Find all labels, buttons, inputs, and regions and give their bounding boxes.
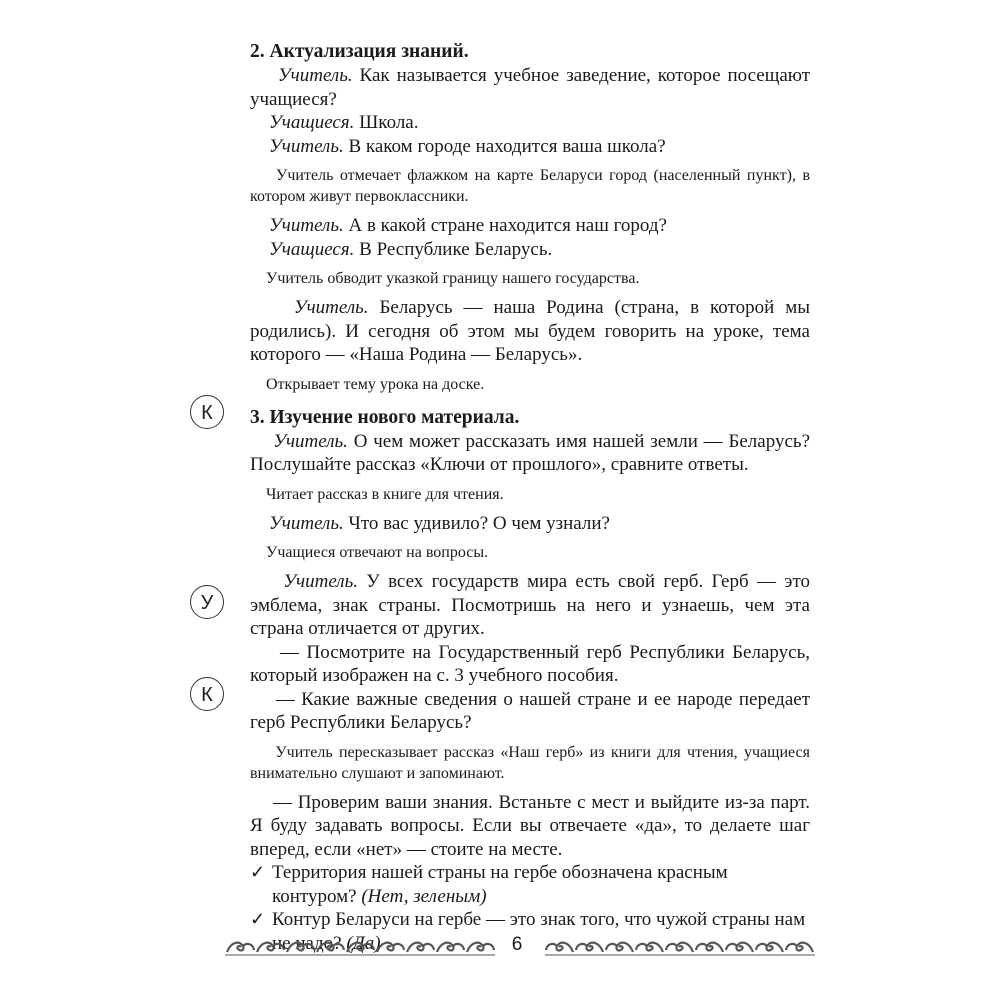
question: Территория нашей страны на гербе обозначена красным контуром?: [272, 862, 728, 907]
question-text: [272, 861, 810, 908]
right-ornament-icon: [545, 936, 815, 958]
badge-u-icon: У: [190, 585, 224, 619]
checkmark-icon: ✓: [250, 909, 266, 929]
stage-direction: [250, 542, 810, 563]
stage-direction: [250, 374, 810, 395]
line-text: — Посмотрите на Государственный герб Республики Беларусь, который изображен на с. 3 учебного пособия.: [250, 641, 810, 686]
line-text: Беларусь — наша Родина (страна, в которой мы родились). И сегодня об этом мы будем говорить на уроке, тема которого — «Наша Родина — Беларусь».: [250, 297, 810, 365]
stage-direction: [250, 484, 810, 505]
speaker: Учитель.: [269, 215, 344, 236]
speaker: Учитель.: [273, 430, 348, 452]
checklist-item: [250, 861, 810, 908]
dialogue-line: [250, 688, 810, 735]
main-text: [250, 40, 810, 955]
speaker: Учитель.: [293, 297, 369, 318]
question: Контур Беларуси на гербе — это знак того, что чужой страны нам: [272, 909, 806, 930]
left-ornament-icon: [225, 936, 495, 958]
line-text: — Какие важные сведения о нашей стране и ее народе передает герб Республики Беларусь?: [250, 688, 811, 733]
dialogue-line: [250, 570, 810, 641]
dialogue-line: [250, 214, 810, 238]
section-3-heading: 3. Изучение нового материала.: [250, 406, 520, 428]
note-text: Читает рассказ в книге для чтения.: [266, 485, 504, 503]
line-text: А в какой стране находится наш город?: [343, 215, 667, 236]
stage-direction: [250, 165, 810, 207]
answer: (Нет, зеленым): [361, 885, 487, 907]
speaker: Учитель.: [269, 512, 344, 534]
badge-k-icon: К: [190, 677, 224, 711]
speaker: Учитель.: [283, 571, 358, 592]
dialogue-line: [250, 512, 810, 536]
line-text: В каком городе находится ваша школа?: [343, 135, 666, 157]
note-text: Учащиеся отвечают на вопросы.: [266, 544, 489, 561]
stage-direction: [250, 742, 810, 784]
line-text: Школа.: [354, 112, 419, 133]
note-text: Учитель обводит указкой границу нашего государства.: [266, 270, 640, 287]
checkmark-icon: ✓: [250, 862, 266, 882]
note-text: Открывает тему урока на доске.: [266, 375, 485, 393]
note-text: Учитель пересказывает рассказ «Наш герб» из книги для чтения, учащиеся внимательно слушают и запоминают.: [250, 743, 811, 782]
speaker: Учащиеся.: [269, 112, 355, 133]
dialogue-line: [250, 791, 810, 862]
line-text: В Республике Беларусь.: [354, 238, 553, 260]
stage-direction: [250, 268, 810, 289]
line-text: Как называется учебное заведение, которое посещают учащиеся?: [250, 65, 811, 110]
dialogue-line: [250, 430, 810, 477]
speaker: Учитель.: [269, 135, 344, 157]
line-text: О чем может рассказать имя нашей земли — Беларусь? Послушайте рассказ «Ключи от прошлого», сравните ответы.: [250, 430, 811, 475]
page-footer: [0, 928, 1000, 968]
dialogue-line: [250, 641, 810, 688]
line-text: Что вас удивило? О чем узнали?: [343, 512, 610, 534]
dialogue-line: [250, 296, 810, 367]
dialogue-line: [250, 111, 810, 135]
speaker: Учащиеся.: [269, 238, 355, 260]
page-number: 6: [511, 934, 523, 955]
dialogue-line: [250, 64, 810, 111]
badge-k-icon: К: [190, 395, 224, 429]
section-2-heading: 2. Актуализация знаний.: [250, 41, 469, 62]
dialogue-line: [250, 135, 810, 159]
dialogue-line: [250, 238, 810, 262]
speaker: Учитель.: [277, 65, 353, 86]
note-text: Учитель отмечает флажком на карте Беларуси город (населенный пункт), в котором живут первоклассники.: [250, 167, 811, 205]
line-text: У всех государств мира есть свой герб. Герб — это эмблема, знак страны. Посмотришь на него и узнаешь, чем эта страна отличается от других.: [250, 571, 811, 639]
line-text: — Проверим ваши знания. Встаньте с мест и выйдите из-за парт. Я буду задавать вопросы. Если вы отвечаете «да», то делаете шаг вперед, если «нет» — стоите на месте.: [250, 791, 810, 860]
